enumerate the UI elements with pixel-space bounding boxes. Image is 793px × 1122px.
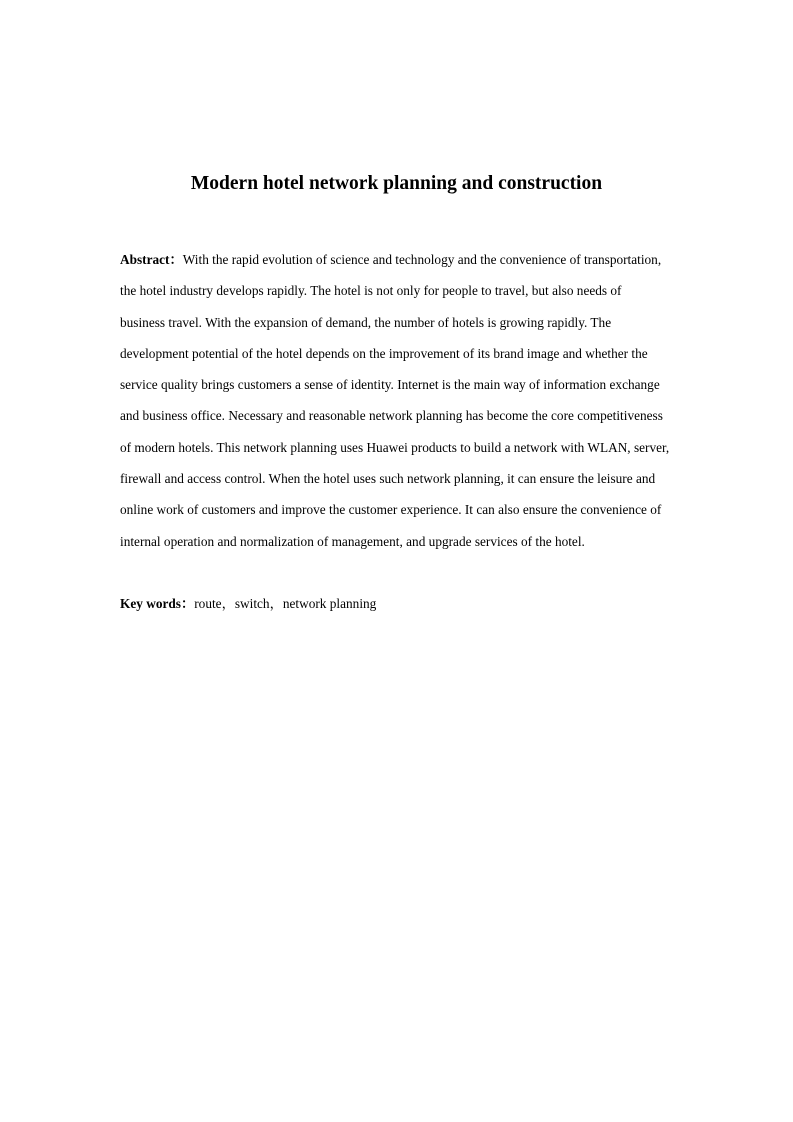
abstract-line: firewall and access control. When the hotel uses such network planning, it can ensure the leisure and <box>120 471 656 487</box>
abstract-line: of modern hotels. This network planning uses Huawei products to build a network with WLAN, server, <box>120 439 670 455</box>
abstract-line: business travel. With the expansion of demand, the number of hotels is growing rapidly. The <box>120 314 612 330</box>
abstract-text: With the rapid evolution of science and technology and the convenience of transportation, <box>182 252 662 267</box>
abstract-line: development potential of the hotel depends on the improvement of its brand image and whether the <box>120 345 648 361</box>
abstract-line <box>120 250 710 281</box>
abstract-section <box>120 250 710 563</box>
abstract-label: Abstract： <box>120 252 183 267</box>
abstract-line: and business office. Necessary and reasonable network planning has become the core competitiveness <box>120 408 663 424</box>
abstract-line: service quality brings customers a sense of identity. Internet is the main way of information exchange <box>120 377 660 393</box>
abstract-line: online work of customers and improve the customer experience. It can also ensure the convenience of <box>120 502 662 518</box>
keywords-section <box>120 594 376 614</box>
page-title: Modern hotel network planning and construction <box>190 173 603 194</box>
keywords-label: Key words： <box>120 596 195 611</box>
abstract-line: the hotel industry develops rapidly. The hotel is not only for people to travel, but also needs of <box>120 283 622 299</box>
abstract-line: internal operation and normalization of management, and upgrade services of the hotel. <box>120 533 585 549</box>
keywords-text: route，switch，network planning <box>194 596 377 611</box>
